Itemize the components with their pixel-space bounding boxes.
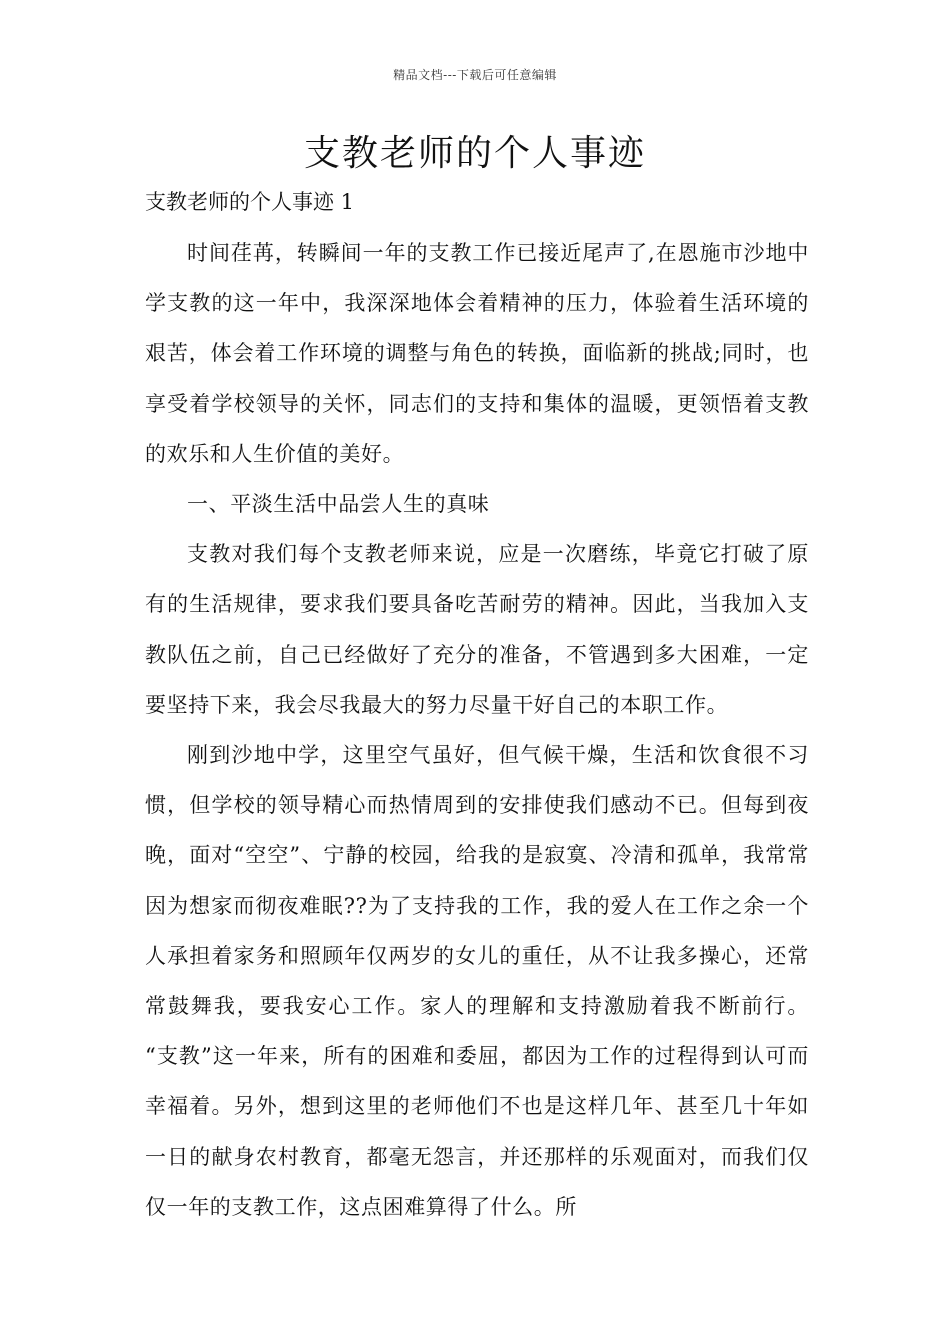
paragraph-1: 时间荏苒，转瞬间一年的支教工作已接近尾声了,在恩施市沙地中学支教的这一年中，我深深地体会着精神的压力，体验着生活环境的艰苦，体会着工作环境的调整与角色的转换，面临新的挑战;同时，也享受着学校领导的关怀，同志们的支持和集体的温暖，更领悟着支教的欢乐和人生价值的美好。 (145, 241, 809, 466)
paragraph-3: 刚到沙地中学，这里空气虽好，但气候干燥，生活和饮食很不习惯，但学校的领导精心而热情周到的安排使我们感动不已。但每到夜晚，面对“空空”、宁静的校园，给我的是寂寞、冷清和孤单，我常常因为想家而彻夜难眠??为了支持我的工作，我的爱人在工作之余一个人承担着家务和照顾年仅两岁的女儿的重任，从不让我多操心，还常常鼓舞我，要我安心工作。家人的理解和支持激励着我不断前行。 “支教”这一年来，所有的困难和委屈，都因为工作的过程得到认可而幸福着。另外，想到这里的老师他们不也是这样几年、甚至几十年如一日的献身农村教育，都毫无怨言，并还那样的乐观面对，而我们仅仅一年的支教工作，这点困难算得了什么。所 (145, 743, 809, 1219)
header-note: 精品文档---下载后可任意编辑 (393, 68, 557, 82)
document-subtitle: 支教老师的个人事迹 1 (145, 190, 355, 214)
section-heading-1: 一、平淡生活中品尝人生的真味 (187, 492, 490, 517)
document-title: 支教老师的个人事迹 (303, 133, 646, 174)
document-body (145, 228, 809, 1232)
paragraph-2: 支教对我们每个支教老师来说，应是一次磨练，毕竟它打破了原有的生活规律，要求我们要具备吃苦耐劳的精神。因此，当我加入支教队伍之前，自己已经做好了充分的准备，不管遇到多大困难，一定要坚持下来，我会尽我最大的努力尽量干好自己的本职工作。 (145, 542, 809, 717)
